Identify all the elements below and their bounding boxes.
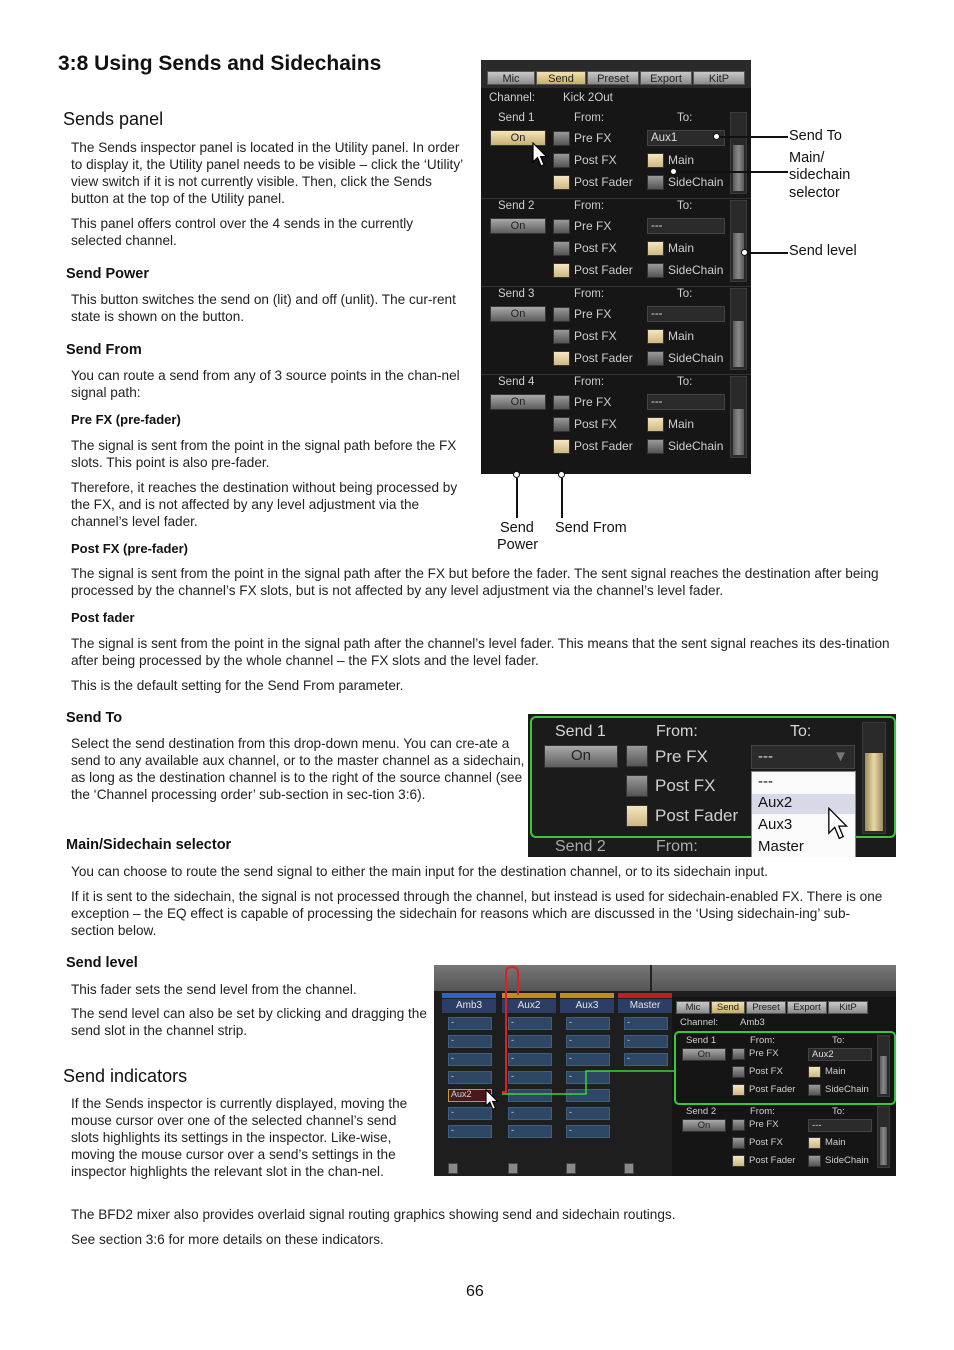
- send-routing-line: [502, 1071, 674, 1094]
- from-label: From:: [574, 376, 605, 388]
- send-slot-value: -: [511, 1089, 514, 1099]
- pre-fx-radio[interactable]: [553, 307, 570, 322]
- send-power-button[interactable]: On: [490, 306, 546, 322]
- post-fx-label: Post FX: [749, 1066, 783, 1077]
- main-sidechain-callout-1: Main/: [789, 150, 825, 166]
- tab-kitp[interactable]: KitP: [693, 71, 745, 85]
- send-power-callout-2: Power: [497, 537, 539, 553]
- channel-name[interactable]: Master: [618, 999, 672, 1013]
- from-label: From:: [656, 838, 698, 855]
- page-number: 66: [466, 1283, 484, 1300]
- send-slot-value: -: [627, 1017, 630, 1027]
- send-indicators-paragraph-1: If the Sends inspector is currently displayed, moving the mouse cursor over one of the selected channel’s send slots highlights its settings in the inspector. Like-wise, moving the mouse cursor over a send’s settings in the inspector highlights the relevant slot in the chan-nel.: [71, 1096, 408, 1179]
- send-power-callout-dot: [513, 471, 520, 478]
- chevron-down-icon: ▼: [833, 748, 848, 765]
- pre-fx-heading: Pre FX (pre-fader): [71, 412, 181, 427]
- post-fx-label: Post FX: [574, 329, 617, 343]
- send-1-label: Send 1: [686, 1035, 717, 1046]
- send-to-paragraph: Select the send destination from this drop-down menu. You can cre-ate a send to any available aux channel, or to the master channel as a sidechain, as long as the destination channel is to the right of the source channel (see the ‘Channel processing order’ sub-section in sec-tion 3:6).: [71, 736, 525, 802]
- send-2-label: Send 2: [686, 1106, 717, 1117]
- pre-fx-paragraph-2: Therefore, it reaches the destination without being processed by the FX, and is not affected by any level adjustment via the channel’s level fader.: [71, 480, 458, 529]
- send-to-callout-dot: [713, 133, 720, 140]
- post-fader-radio[interactable]: [553, 175, 570, 190]
- from-label: From:: [574, 112, 605, 124]
- to-label: To:: [677, 200, 693, 212]
- to-label: To:: [832, 1106, 845, 1117]
- send-from-callout-dot: [558, 471, 565, 478]
- send-power-button[interactable]: On: [682, 1119, 726, 1132]
- menu-option[interactable]: Aux3: [758, 816, 793, 833]
- send-slot-value: -: [569, 1017, 572, 1027]
- post-fader-label: Post Fader: [574, 351, 633, 365]
- send-to-value: ---: [651, 308, 663, 320]
- mixer-send-indicator-screenshot: [434, 965, 896, 1176]
- post-fx-label: Post FX: [655, 776, 716, 795]
- send-power-paragraph: This button switches the send on (lit) and off (unlit). The cur-rent state is shown on the button.: [71, 292, 456, 324]
- main-label: Main: [668, 153, 695, 167]
- post-fader-label: Post Fader: [574, 439, 633, 453]
- send-slot-value: -: [569, 1053, 572, 1063]
- send-to-value: ---: [758, 748, 773, 765]
- post-fader-radio[interactable]: [553, 351, 570, 366]
- send-level-callout-line: [748, 252, 788, 254]
- pre-fx-paragraph-1: The signal is sent from the point in the signal path before the FX slots. This point is also pre-fader.: [71, 438, 457, 470]
- from-label: From:: [656, 723, 698, 740]
- sends-panel-paragraph-1: The Sends inspector panel is located in the Utility panel. In order to display it, the Utility panel needs to be visible – click the ‘Utility’ view switch if it is not currently visible. Then, click the Sends button at the top of the Utility panel.: [71, 140, 463, 206]
- post-fader-paragraph-1: The signal is sent from the point in the signal path after the channel’s level fader. This means that the sent signal reaches its des-tination after being processed by the whole channel – the FX slots and the level fader.: [71, 636, 890, 668]
- sidechain-routing-line: [502, 967, 518, 1092]
- main-radio[interactable]: [647, 241, 664, 256]
- send-slot-value: -: [451, 1071, 454, 1081]
- post-fader-label: Post Fader: [574, 263, 633, 277]
- mouse-cursor-icon: [826, 807, 850, 841]
- send-slot-value: -: [451, 1017, 454, 1027]
- send-power-button[interactable]: On: [490, 394, 546, 410]
- sidechain-radio[interactable]: [647, 263, 664, 278]
- main-sidechain-callout-2: sidechain: [789, 167, 851, 183]
- pre-fx-label: Pre FX: [574, 395, 612, 409]
- main-label: Main: [668, 241, 695, 255]
- send-slot-value: -: [627, 1053, 630, 1063]
- send-label: Send 4: [498, 376, 535, 388]
- send-to-heading: Send To: [66, 710, 123, 726]
- send-to-dropdown[interactable]: [751, 745, 855, 769]
- send-level-paragraph-2: The send level can also be set by clicking and dragging the send slot in the channel strip.: [71, 1006, 427, 1038]
- send-power-button[interactable]: On: [682, 1048, 726, 1061]
- send-slot-value: -: [569, 1071, 572, 1081]
- sends-inspector-screenshot: [481, 60, 751, 474]
- sidechain-radio[interactable]: [647, 439, 664, 454]
- sidechain-radio[interactable]: [647, 351, 664, 366]
- send-to-value: ---: [651, 396, 663, 408]
- main-label: Main: [825, 1137, 846, 1148]
- post-fader-label: Post Fader: [655, 806, 739, 825]
- sidechain-label: SideChain: [668, 175, 724, 189]
- send-slot-value: -: [511, 1053, 514, 1063]
- tab-send[interactable]: Send: [711, 1001, 745, 1014]
- divider: [481, 198, 751, 199]
- send-slot-value: -: [511, 1017, 514, 1027]
- post-fader-heading: Post fader: [71, 610, 135, 625]
- sends-panel-paragraph-2: This panel offers control over the 4 sends in the currently selected channel.: [71, 216, 414, 248]
- post-fx-radio[interactable]: [553, 417, 570, 432]
- main-radio[interactable]: [647, 329, 664, 344]
- post-fader-paragraph-2: This is the default setting for the Send From parameter.: [71, 678, 404, 693]
- main-radio[interactable]: [647, 417, 664, 432]
- send-power-heading: Send Power: [66, 266, 149, 282]
- main-label: Main: [825, 1066, 846, 1077]
- send-level-fader[interactable]: [730, 200, 747, 282]
- post-fx-label: Post FX: [749, 1137, 783, 1148]
- post-fader-radio[interactable]: [553, 439, 570, 454]
- send-slot-value: -: [511, 1035, 514, 1045]
- send-to-value: Aux2: [812, 1049, 834, 1060]
- from-label: From:: [750, 1106, 775, 1117]
- sidechain-label: SideChain: [825, 1155, 869, 1166]
- main-sidechain-paragraph-1: You can choose to route the send signal to either the main input for the destination channel, or to its sidechain input.: [71, 864, 769, 879]
- send-from-paragraph: You can route a send from any of 3 source points in the chan-nel signal path:: [71, 368, 460, 400]
- send-power-callout-1: Send: [500, 520, 534, 536]
- from-label: From:: [750, 1035, 775, 1046]
- send-to-callout-line: [720, 136, 788, 138]
- menu-option[interactable]: ---: [758, 773, 773, 790]
- divider: [481, 374, 751, 375]
- send-slot-value: -: [451, 1125, 454, 1135]
- send-level-fader[interactable]: [730, 376, 747, 458]
- post-fx-paragraph: The signal is sent from the point in the signal path after the FX but before the fader. The sent signal reaches the destination after being processed by the channel’s FX slots, but is not affected by any level adjustment via the channel’s level fader.: [71, 566, 879, 598]
- post-fader-radio[interactable]: [626, 805, 648, 827]
- from-label: From:: [574, 200, 605, 212]
- menu-option[interactable]: Aux2: [758, 794, 793, 811]
- post-fx-label: Post FX: [574, 153, 617, 167]
- page-title: 3:8 Using Sends and Sidechains: [58, 52, 382, 75]
- send-level-paragraph-1: This fader sets the send level from the channel.: [71, 982, 357, 997]
- from-label: From:: [574, 288, 605, 300]
- send-power-callout-line: [516, 478, 518, 518]
- tab-kitp[interactable]: KitP: [828, 1001, 868, 1014]
- send-to-value: ---: [651, 220, 663, 232]
- send-slot-value: -: [627, 1035, 630, 1045]
- pre-fx-label: Pre FX: [655, 747, 708, 766]
- to-label: To:: [832, 1035, 845, 1046]
- post-fx-radio[interactable]: [626, 775, 648, 797]
- sidechain-label: SideChain: [668, 351, 724, 365]
- pre-fx-label: Pre FX: [574, 131, 612, 145]
- send-to-callout: Send To: [789, 128, 842, 144]
- send-level-heading: Send level: [66, 955, 138, 971]
- channel-name[interactable]: Aux2: [502, 999, 556, 1013]
- send-2-label: Send 2: [555, 838, 606, 855]
- send-slot-value: Aux2: [451, 1089, 472, 1099]
- to-label: To:: [677, 376, 693, 388]
- send-slot-value: -: [569, 1089, 572, 1099]
- sidechain-label: SideChain: [825, 1084, 869, 1095]
- send-to-dropdown[interactable]: [647, 394, 725, 410]
- tab-mic[interactable]: Mic: [487, 71, 535, 85]
- post-fx-radio[interactable]: [553, 329, 570, 344]
- send-level-callout-dot: [741, 249, 748, 256]
- channel-name: Kick 2Out: [563, 92, 613, 104]
- send-slot-value: -: [451, 1053, 454, 1063]
- channel-name: Amb3: [740, 1017, 765, 1028]
- send-power-button[interactable]: On: [490, 130, 546, 146]
- pre-fx-label: Pre FX: [574, 307, 612, 321]
- post-fx-radio[interactable]: [553, 153, 570, 168]
- send-to-dropdown-screenshot: [528, 714, 896, 857]
- send-slot-value: -: [569, 1107, 572, 1117]
- send-slot-value: -: [511, 1125, 514, 1135]
- mouse-cursor-icon: [532, 142, 548, 168]
- send-to-dropdown[interactable]: [647, 306, 725, 322]
- post-fader-radio[interactable]: [553, 263, 570, 278]
- to-label: To:: [677, 288, 693, 300]
- send-slot-value: -: [569, 1125, 572, 1135]
- tab-export[interactable]: Export: [640, 71, 692, 85]
- pre-fx-radio[interactable]: [553, 219, 570, 234]
- main-sidechain-paragraph-2: If it is sent to the sidechain, the signal is not processed through the channel, but instead is used for sidechain-enabled FX. There is one exception – the EQ effect is capable of processing the sidechain for reasons which are discussed in the ‘Using sidechain-ing’ sub-section below.: [71, 889, 883, 938]
- send-slot-value: -: [569, 1035, 572, 1045]
- divider: [481, 286, 751, 287]
- channel-name[interactable]: Amb3: [442, 999, 496, 1013]
- pre-fx-label: Pre FX: [749, 1048, 779, 1059]
- sends-panel-heading: Sends panel: [63, 109, 164, 129]
- send-to-dropdown[interactable]: [647, 218, 725, 234]
- main-sidechain-callout-line: [677, 171, 788, 173]
- routing-overlay: [434, 965, 896, 1176]
- send-level-fader[interactable]: [730, 112, 747, 194]
- channel-label: Channel:: [680, 1017, 719, 1028]
- post-fx-label: Post FX: [574, 241, 617, 255]
- send-slot-value: -: [511, 1107, 514, 1117]
- send-power-button[interactable]: On: [544, 745, 618, 768]
- tab-export[interactable]: Export: [787, 1001, 827, 1014]
- post-fx-heading: Post FX (pre-fader): [71, 541, 189, 556]
- tab-preset[interactable]: Preset: [746, 1001, 786, 1014]
- main-sidechain-callout-3: selector: [789, 185, 840, 201]
- send-label: Send 3: [498, 288, 535, 300]
- sidechain-label: SideChain: [668, 263, 724, 277]
- send-indicators-paragraph-2: The BFD2 mixer also provides overlaid signal routing graphics showing send and sidechain routings.: [71, 1207, 676, 1222]
- send-label: Send 1: [498, 112, 535, 124]
- sidechain-radio[interactable]: [647, 175, 664, 190]
- post-fx-label: Post FX: [574, 417, 617, 431]
- tab-preset[interactable]: Preset: [587, 71, 639, 85]
- send-from-callout: Send From: [555, 520, 627, 536]
- pre-fx-radio[interactable]: [626, 745, 648, 767]
- post-fx-radio[interactable]: [553, 241, 570, 256]
- send-indicators-heading: Send indicators: [63, 1066, 188, 1086]
- post-fader-label: Post Fader: [574, 175, 633, 189]
- send-indicators-paragraph-3: See section 3:6 for more details on these indicators.: [71, 1232, 384, 1247]
- pre-fx-label: Pre FX: [749, 1119, 779, 1130]
- to-label: To:: [790, 723, 812, 740]
- send-level-fader[interactable]: [730, 288, 747, 370]
- menu-option[interactable]: Master: [758, 838, 804, 855]
- post-fader-label: Post Fader: [749, 1155, 796, 1166]
- send-from-callout-line: [561, 478, 563, 518]
- pre-fx-radio[interactable]: [553, 131, 570, 146]
- send-slot-value: -: [511, 1071, 514, 1081]
- send-level-callout: Send level: [789, 243, 857, 259]
- pre-fx-label: Pre FX: [574, 219, 612, 233]
- send-to-value: ---: [812, 1120, 822, 1131]
- main-sidechain-heading: Main/Sidechain selector: [66, 837, 232, 853]
- main-radio[interactable]: [647, 153, 664, 168]
- send-power-button[interactable]: On: [490, 218, 546, 234]
- post-fader-label: Post Fader: [749, 1084, 796, 1095]
- send-slot-value: -: [451, 1035, 454, 1045]
- main-sidechain-callout-dot: [670, 168, 677, 175]
- main-label: Main: [668, 329, 695, 343]
- pre-fx-radio[interactable]: [553, 395, 570, 410]
- mouse-cursor-icon: [485, 1089, 499, 1111]
- tab-send[interactable]: Send: [536, 71, 586, 85]
- send-label: Send 2: [498, 200, 535, 212]
- send-to-value: Aux1: [651, 132, 678, 144]
- send-level-fader[interactable]: [862, 722, 886, 834]
- main-label: Main: [668, 417, 695, 431]
- send-slot-value: -: [451, 1107, 454, 1117]
- channel-label: Channel:: [489, 92, 536, 104]
- channel-name[interactable]: Aux3: [560, 999, 614, 1013]
- tab-mic[interactable]: Mic: [676, 1001, 710, 1014]
- to-label: To:: [677, 112, 693, 124]
- sidechain-label: SideChain: [668, 439, 724, 453]
- send-from-heading: Send From: [66, 342, 142, 358]
- send-1-label: Send 1: [555, 723, 606, 740]
